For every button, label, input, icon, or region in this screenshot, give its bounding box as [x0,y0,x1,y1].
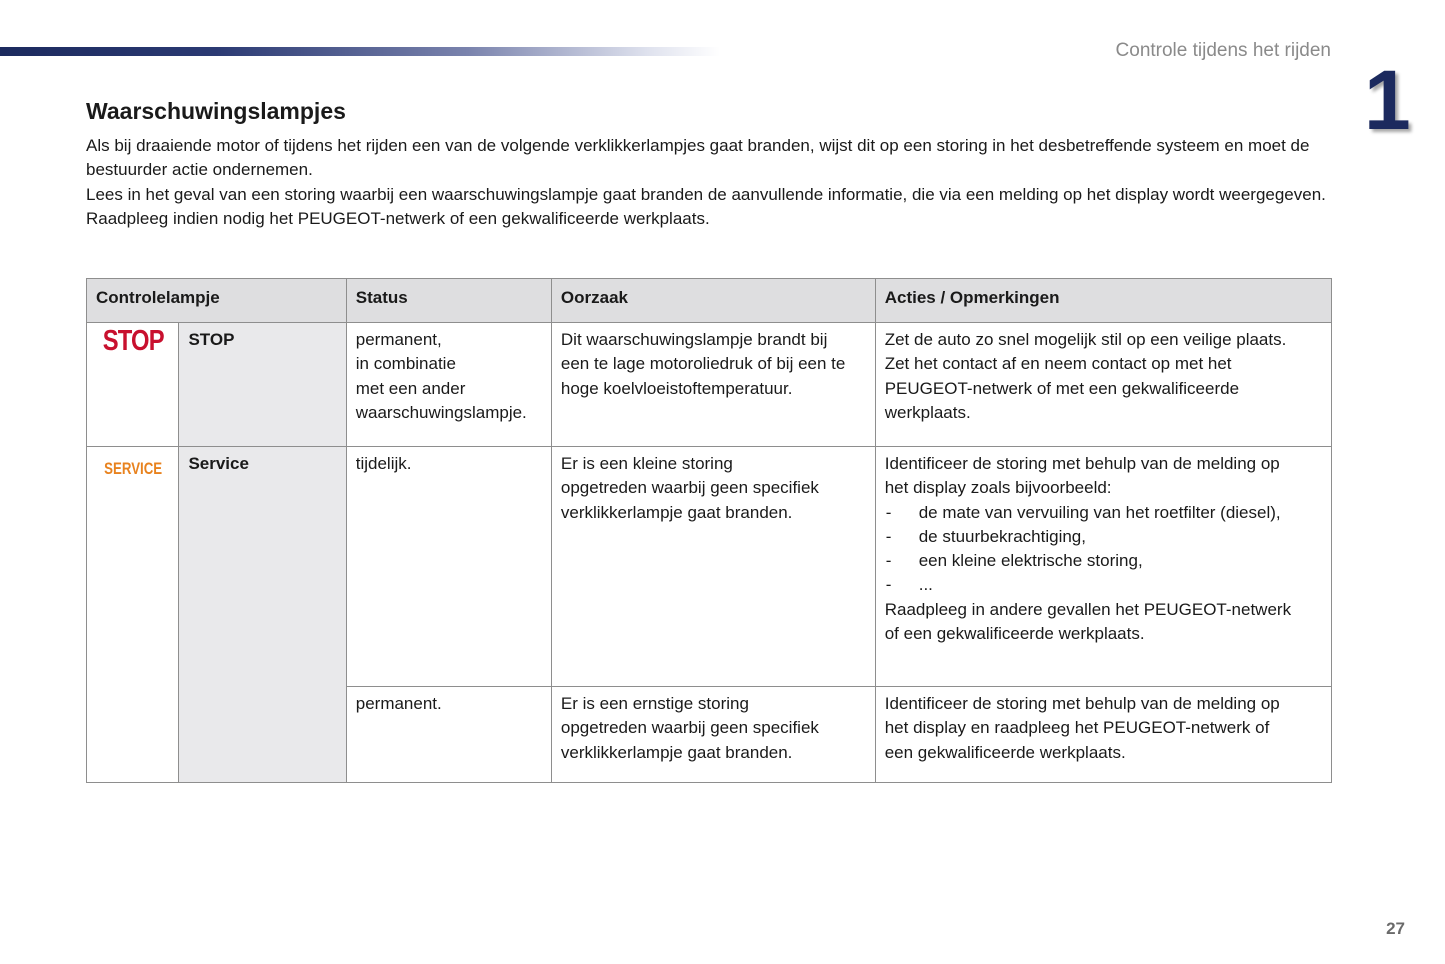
header-status: Status [346,279,551,323]
intro-paragraph: Raadpleeg indien nodig het PEUGEOT-netwerk of een gekwalificeerde werkplaats. [86,208,710,228]
service-perm-actions: Identificeer de storing met behulp van de melding op het display en raadpleeg het PEUGEOT-netwerk of een gekwalificeerde werkplaats. [875,687,1331,783]
service-temp-actions: Identificeer de storing met behulp van de melding op het display zoals bijvoorbeeld: - de mate van vervuiling van het roetfilter (diesel), - de stuurbekrachtiging, - een kleine elektrische storing, - ... Raadpleeg in andere gevallen het PEUGEOT-netwerk of een gekwalificeerde werkplaats. [875,447,1331,687]
stop-cause: Dit waarschuwingslampje brandt bij een te lage motoroliedruk of bij een te hoge koelvloeistoftemperatuur. [551,323,875,447]
stop-actions: Zet de auto zo snel mogelijk stil op een veilige plaats. Zet het contact af en neem contact op met het PEUGEOT-netwerk of met een gekwalificeerde werkplaats. [875,323,1331,447]
header-gradient-bar [0,47,720,56]
service-temp-cause: Er is een kleine storing opgetreden waarbij geen specifiek verklikkerlampje gaat branden. [551,447,875,687]
header-oorzaak: Oorzaak [551,279,875,323]
list-item: - een kleine elektrische storing, [885,549,1323,573]
list-item: - de mate van vervuiling van het roetfilter (diesel), [885,501,1323,525]
service-name: Service [179,447,346,783]
list-item: - ... [885,573,1323,597]
chapter-number: 1 [1364,53,1411,147]
stop-warning-icon: STOP [102,325,164,357]
service-perm-cause: Er is een ernstige storing opgetreden waarbij geen specifiek verklikkerlampje gaat branden. [551,687,875,783]
service-perm-status: permanent. [346,687,551,783]
table-header-row [87,279,1332,323]
intro-text [86,134,1336,231]
header-acties: Acties / Opmerkingen [875,279,1331,323]
page-number: 27 [1386,919,1405,938]
stop-status: permanent, in combinatie met een ander waarschuwingslampje. [346,323,551,447]
service-temp-examples-list [885,501,1323,598]
service-icon-cell [87,447,179,783]
service-temp-status: tijdelijk. [346,447,551,687]
stop-icon-cell [87,323,179,447]
stop-name: STOP [179,323,346,447]
table-row-service-temporary [87,447,1332,687]
list-item: - de stuurbekrachtiging, [885,525,1323,549]
intro-paragraph: Lees in het geval van een storing waarbij een waarschuwingslampje gaat branden de aanvullende informatie, die via een melding op het display wordt weergegeven. [86,184,1326,204]
page-title: Waarschuwingslampjes [86,98,346,124]
section-header: Controle tijdens het rijden [1115,40,1331,61]
header-controlelampje: Controlelampje [87,279,347,323]
intro-paragraph: Als bij draaiende motor of tijdens het rijden een van de volgende verklikkerlampjes gaat branden, wijst dit op een storing in het desbetreffende systeem en moet de bestuurder actie ondernemen. [86,136,1310,180]
service-warning-icon: SERVICE [104,459,163,478]
table-row-stop [87,323,1332,447]
warning-lights-table [86,278,1332,783]
